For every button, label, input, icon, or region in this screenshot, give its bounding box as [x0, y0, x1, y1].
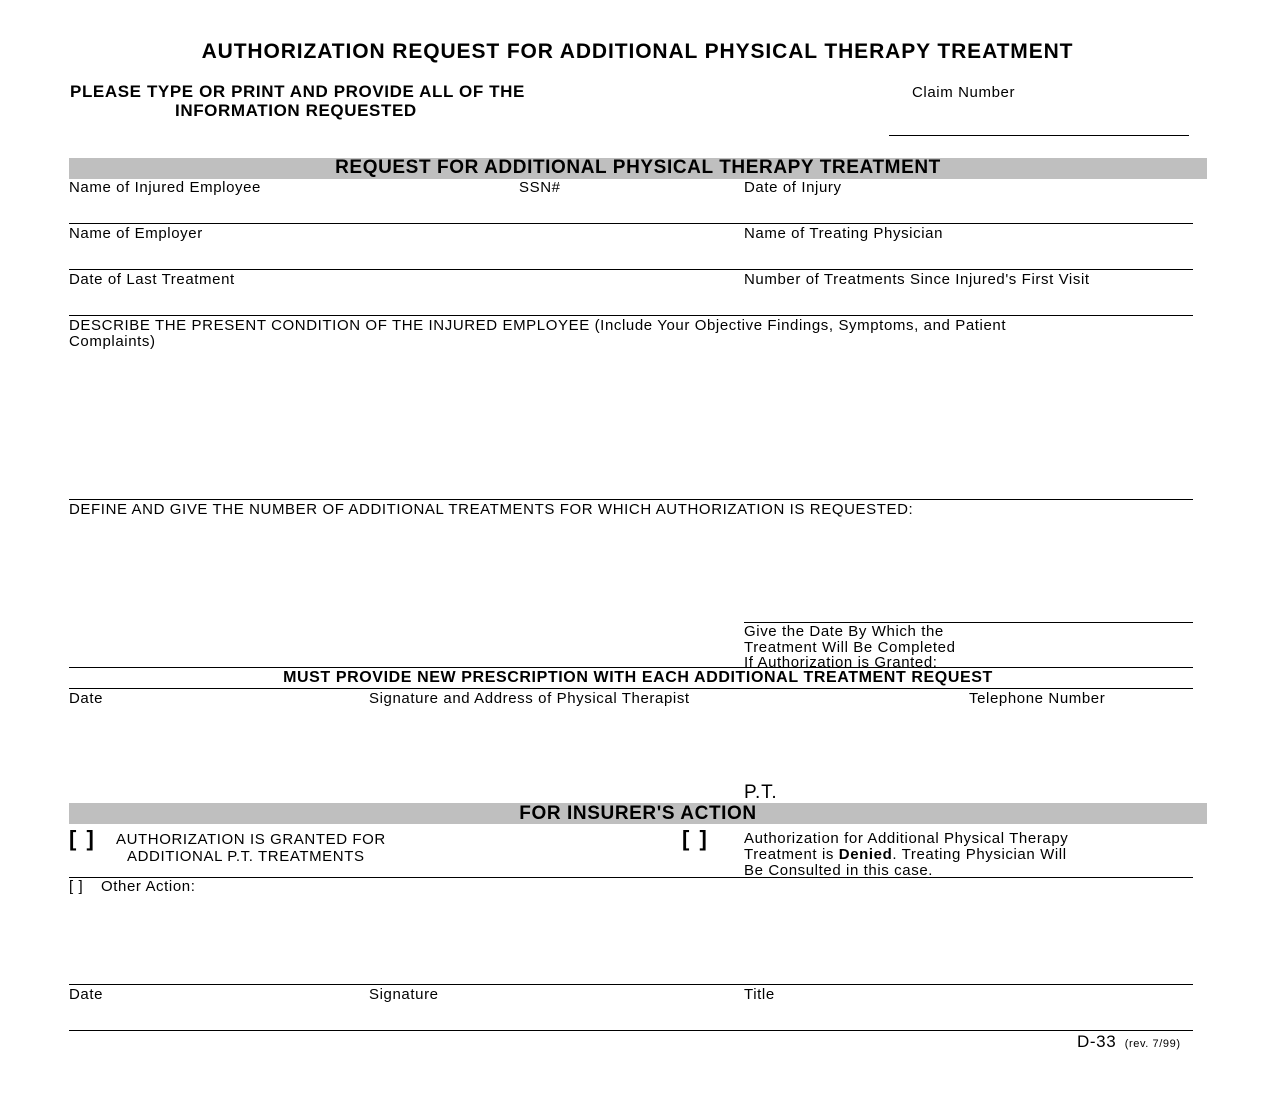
describe-condition-line2: Complaints): [69, 333, 156, 350]
denied-line2-post: . Treating Physician Will: [892, 846, 1067, 863]
completion-date-line1: Give the Date By Which the: [744, 623, 944, 640]
granted-line2: ADDITIONAL P.T. TREATMENTS: [127, 848, 365, 865]
other-action-label: Other Action:: [101, 878, 196, 895]
describe-condition-label: [69, 318, 1006, 350]
insurer-signature-field-line[interactable]: [69, 1030, 1193, 1031]
prescription-notice-top-line: [69, 667, 1193, 668]
completion-date-line2: Treatment Will Be Completed: [744, 638, 956, 656]
prescription-notice-bottom-line: [69, 688, 1193, 689]
denied-line2-pre: Treatment is: [744, 846, 839, 863]
denied-line3: Be Consulted in this case.: [744, 862, 934, 879]
form-revision: (rev. 7/99): [1124, 1038, 1181, 1050]
claim-number-label: Claim Number: [912, 84, 1016, 101]
form-number: D-33: [1077, 1032, 1117, 1051]
denied-label: [744, 831, 1068, 879]
treating-physician-label: Name of Treating Physician: [744, 225, 944, 242]
form-title: AUTHORIZATION REQUEST FOR ADDITIONAL PHYSICAL THERAPY TREATMENT: [201, 40, 1074, 63]
insurer-options-line: [69, 877, 1193, 878]
denied-checkbox[interactable]: [ ]: [682, 826, 709, 851]
therapist-date-label: Date: [69, 690, 104, 707]
insurer-section-header: FOR INSURER'S ACTION: [519, 803, 757, 824]
ssn-label: SSN#: [519, 179, 561, 196]
insurer-title-label: Title: [744, 986, 775, 1003]
completion-date-label: [744, 624, 956, 671]
employee-info-field-line[interactable]: [69, 223, 1193, 224]
denied-word: Denied: [838, 846, 893, 863]
define-treatments-label: DEFINE AND GIVE THE NUMBER OF ADDITIONAL TREATMENTS FOR WHICH AUTHORIZATION IS REQUESTED:: [69, 501, 914, 518]
pt-suffix: P.T.: [744, 782, 778, 803]
form-number-block: [1077, 1032, 1181, 1052]
last-treatment-label: Date of Last Treatment: [69, 271, 235, 288]
request-section-header: REQUEST FOR ADDITIONAL PHYSICAL THERAPY TREATMENT: [335, 157, 941, 178]
granted-checkbox[interactable]: [ ]: [69, 826, 96, 851]
instructions: [70, 82, 525, 120]
denied-line2: [744, 847, 1068, 863]
prescription-notice: MUST PROVIDE NEW PRESCRIPTION WITH EACH ADDITIONAL TREATMENT REQUEST: [283, 669, 993, 686]
other-action-checkbox[interactable]: [ ]: [69, 878, 84, 895]
denied-line1: Authorization for Additional Physical Therapy: [744, 830, 1069, 847]
other-action-field-line[interactable]: [69, 984, 1193, 985]
employer-field-line[interactable]: [69, 269, 1193, 270]
instructions-line2: INFORMATION REQUESTED: [175, 101, 417, 120]
instructions-line1: PLEASE TYPE OR PRINT AND PROVIDE ALL OF THE: [70, 82, 525, 101]
insurer-signature-label: Signature: [369, 986, 439, 1003]
granted-line1: AUTHORIZATION IS GRANTED FOR: [116, 831, 386, 848]
claim-number-field[interactable]: [889, 135, 1189, 136]
injured-employee-label: Name of Injured Employee: [69, 179, 261, 196]
describe-condition-line1: DESCRIBE THE PRESENT CONDITION OF THE INJURED EMPLOYEE (Include Your Objective Findings, Symptoms, and Patient: [69, 317, 1007, 334]
date-of-injury-label: Date of Injury: [744, 179, 842, 196]
treatments-since-label: Number of Treatments Since Injured's First Visit: [744, 271, 1090, 288]
insurer-date-label: Date: [69, 986, 104, 1003]
employer-label: Name of Employer: [69, 225, 203, 242]
completion-date-line3: If Authorization is Granted:: [744, 654, 938, 671]
therapist-telephone-label: Telephone Number: [969, 690, 1106, 707]
describe-condition-field-line[interactable]: [69, 499, 1193, 500]
granted-label: [116, 831, 386, 865]
therapist-signature-label: Signature and Address of Physical Therapist: [369, 690, 690, 707]
last-treatment-field-line[interactable]: [69, 315, 1193, 316]
